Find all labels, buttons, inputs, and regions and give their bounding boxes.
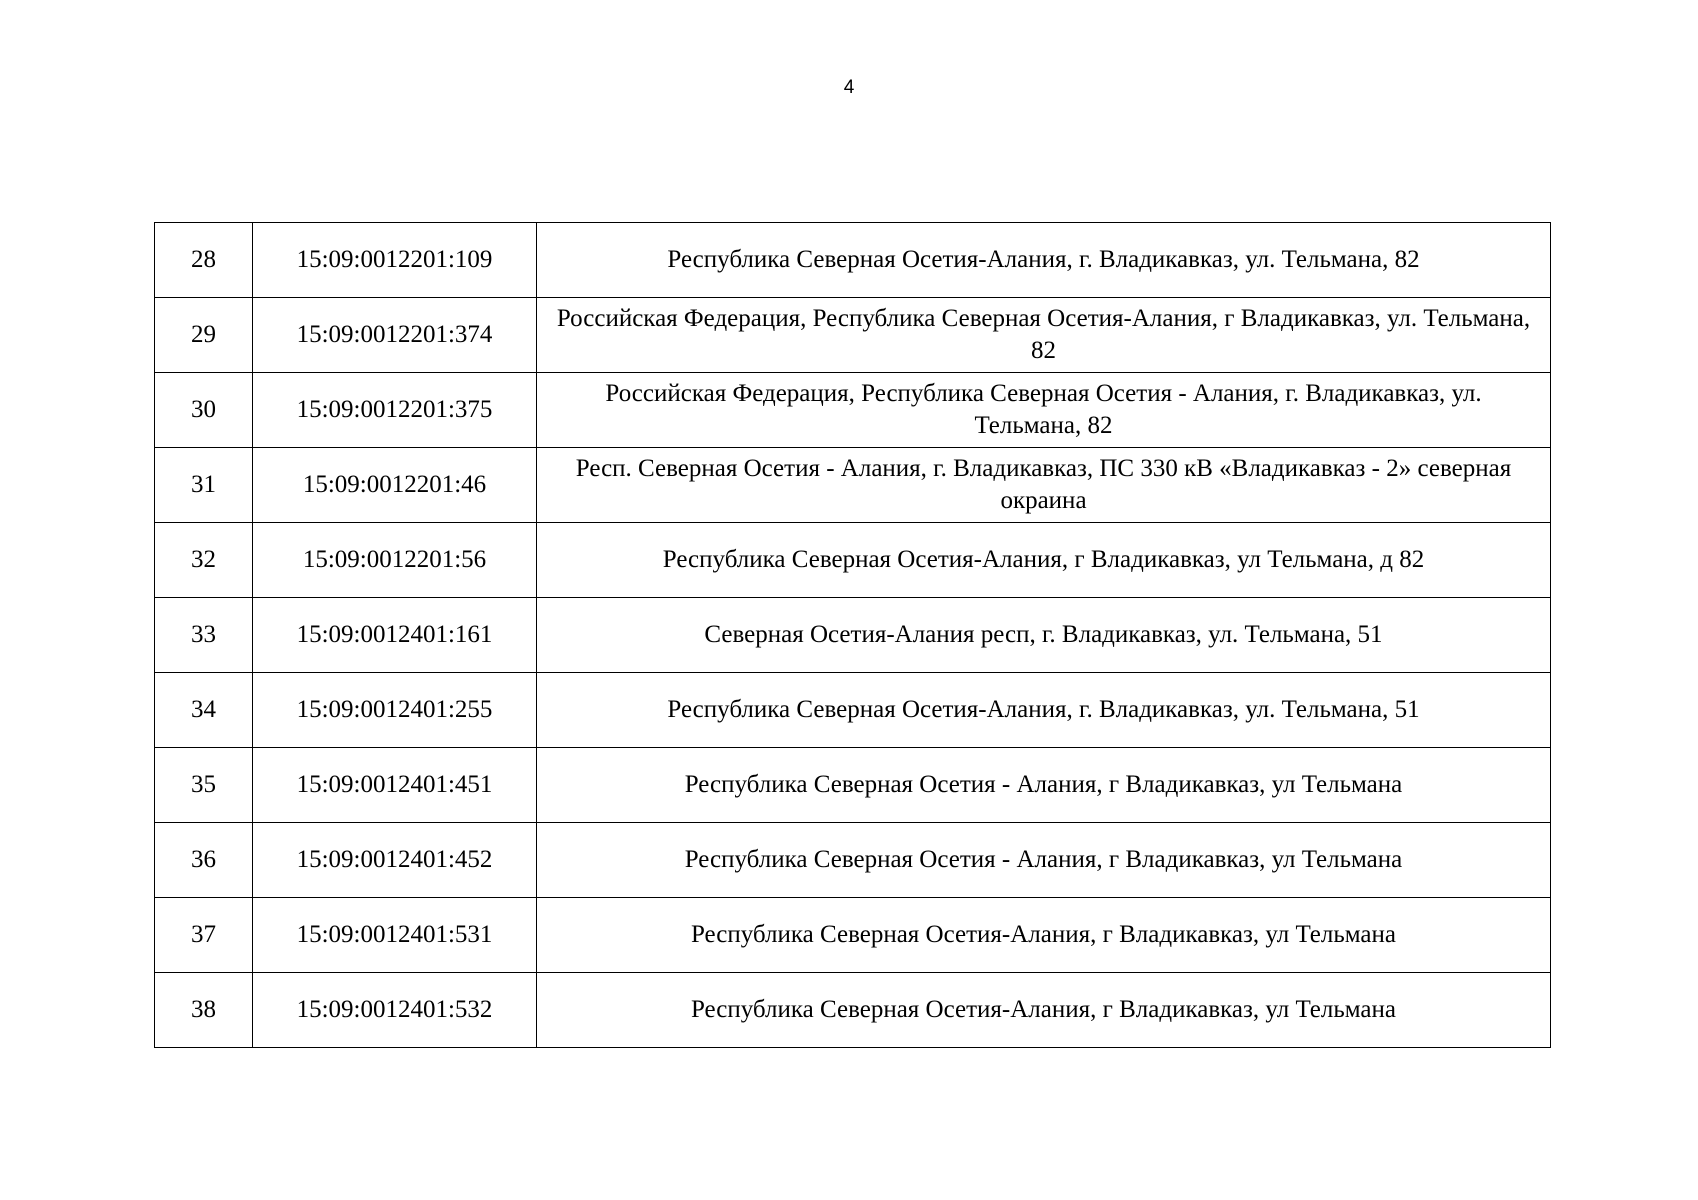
- table-row: [155, 898, 1551, 973]
- address-cell: Республика Северная Осетия - Алания, г Владикавказ, ул Тельмана: [537, 823, 1551, 898]
- row-number-cell: 37: [155, 898, 253, 973]
- address-cell: Республика Северная Осетия-Алания, г Владикавказ, ул Тельмана: [537, 973, 1551, 1048]
- table-row: [155, 298, 1551, 373]
- address-cell: Республика Северная Осетия-Алания, г. Владикавказ, ул. Тельмана, 51: [537, 673, 1551, 748]
- row-number-cell: 36: [155, 823, 253, 898]
- cadastral-number-cell: 15:09:0012201:375: [253, 373, 537, 448]
- row-number-cell: 31: [155, 448, 253, 523]
- table-row: [155, 748, 1551, 823]
- cadastral-number-cell: 15:09:0012201:374: [253, 298, 537, 373]
- cadastral-number-cell: 15:09:0012401:532: [253, 973, 537, 1048]
- table-row: [155, 223, 1551, 298]
- address-cell: Северная Осетия-Алания респ, г. Владикавказ, ул. Тельмана, 51: [537, 598, 1551, 673]
- address-cell: Российская Федерация, Республика Северная Осетия-Алания, г Владикавказ, ул. Тельмана, 82: [537, 298, 1551, 373]
- table-body: [155, 223, 1551, 1048]
- row-number-cell: 30: [155, 373, 253, 448]
- cadastral-number-cell: 15:09:0012401:161: [253, 598, 537, 673]
- address-cell: Республика Северная Осетия-Алания, г Владикавказ, ул Тельмана: [537, 898, 1551, 973]
- row-number-cell: 34: [155, 673, 253, 748]
- cadastral-number-cell: 15:09:0012401:451: [253, 748, 537, 823]
- row-number-cell: 28: [155, 223, 253, 298]
- table-row: [155, 823, 1551, 898]
- row-number-cell: 35: [155, 748, 253, 823]
- address-cell: Республика Северная Осетия - Алания, г Владикавказ, ул Тельмана: [537, 748, 1551, 823]
- address-cell: Российская Федерация, Республика Северная Осетия - Алания, г. Владикавказ, ул. Тельмана, 82: [537, 373, 1551, 448]
- row-number-cell: 32: [155, 523, 253, 598]
- land-plots-table: [154, 222, 1551, 1048]
- table-row: [155, 448, 1551, 523]
- cadastral-number-cell: 15:09:0012201:46: [253, 448, 537, 523]
- address-cell: Республика Северная Осетия-Алания, г. Владикавказ, ул. Тельмана, 82: [537, 223, 1551, 298]
- row-number-cell: 29: [155, 298, 253, 373]
- land-plots-table-container: [154, 222, 1550, 1048]
- table-row: [155, 523, 1551, 598]
- cadastral-number-cell: 15:09:0012201:109: [253, 223, 537, 298]
- cadastral-number-cell: 15:09:0012201:56: [253, 523, 537, 598]
- cadastral-number-cell: 15:09:0012401:531: [253, 898, 537, 973]
- row-number-cell: 38: [155, 973, 253, 1048]
- table-row: [155, 973, 1551, 1048]
- cadastral-number-cell: 15:09:0012401:255: [253, 673, 537, 748]
- cadastral-number-cell: 15:09:0012401:452: [253, 823, 537, 898]
- row-number-cell: 33: [155, 598, 253, 673]
- address-cell: Респ. Северная Осетия - Алания, г. Владикавказ, ПС 330 кВ «Владикавказ - 2» северная окраина: [537, 448, 1551, 523]
- table-row: [155, 598, 1551, 673]
- table-row: [155, 673, 1551, 748]
- table-row: [155, 373, 1551, 448]
- page-number: 4: [843, 77, 855, 98]
- address-cell: Республика Северная Осетия-Алания, г Владикавказ, ул Тельмана, д 82: [537, 523, 1551, 598]
